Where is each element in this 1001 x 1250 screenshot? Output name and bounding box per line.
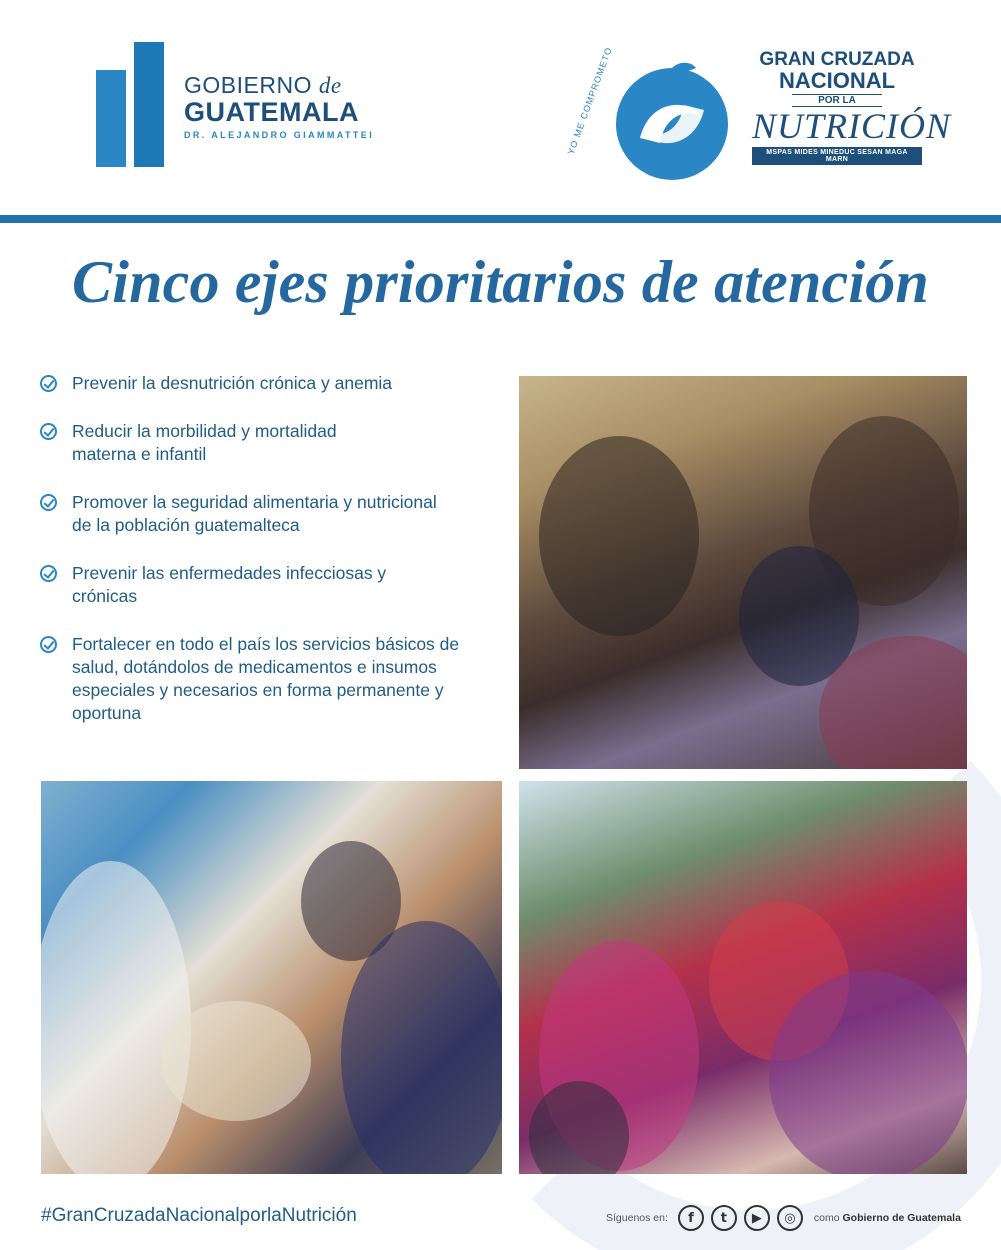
check-circle-icon: [40, 636, 57, 653]
axis-text: Prevenir las enfermedades infecciosas y crónicas: [72, 563, 387, 606]
priority-axes-list: [40, 372, 500, 750]
logo-bar: [134, 42, 164, 167]
photo-nutrition-fair: [41, 781, 502, 1174]
photo-community-gathering: [519, 781, 967, 1174]
social-links: [606, 1205, 961, 1231]
cruzada-line2: NACIONAL: [778, 68, 896, 93]
nutrition-hands-icon: [610, 58, 734, 182]
list-item: [40, 491, 500, 537]
cruzada-line1: GRAN CRUZADA: [759, 49, 915, 70]
list-item: [40, 633, 500, 725]
check-circle-icon: [40, 423, 57, 440]
header: [0, 0, 1001, 215]
header-divider: [0, 215, 1001, 223]
facebook-icon[interactable]: f: [678, 1205, 704, 1231]
axis-text: Promover la seguridad alimentaria y nutricional de la población guatemalteca: [72, 492, 437, 535]
cruzada-line3: POR LA: [792, 94, 882, 107]
cruzada-arc-text: YO ME COMPROMETO: [565, 45, 615, 156]
gob-logo-line3: DR. ALEJANDRO GIAMMATTEI: [184, 130, 375, 140]
gob-logo-line2: GUATEMALA: [184, 97, 359, 127]
gob-logo-text: [184, 72, 374, 140]
check-circle-icon: [40, 565, 57, 582]
youtube-icon[interactable]: ▶: [744, 1205, 770, 1231]
cruzada-text: [752, 49, 952, 165]
twitter-icon[interactable]: t: [711, 1205, 737, 1231]
axis-text: Fortalecer en todo el país los servicios básicos de salud, dotándolos de medicamentos e insumos especiales y necesarios en forma permanente y oportuna: [72, 634, 460, 723]
cruzada-line4: NUTRICIÓN: [752, 106, 952, 146]
gob-logo-line1: GOBIERNO de: [184, 72, 342, 98]
axis-text: Reducir la morbilidad y mortalidad materna e infantil: [72, 421, 337, 464]
logo-bar: [96, 70, 126, 167]
gran-cruzada-logo: [565, 40, 952, 180]
list-item: [40, 372, 500, 395]
cruzada-line5: MSPAS MIDES MINEDUC SESAN MAGA MARN: [752, 147, 922, 165]
social-account: como Gobierno de Guatemala: [813, 1212, 961, 1224]
check-circle-icon: [40, 375, 57, 392]
list-item: [40, 562, 500, 608]
check-circle-icon: [40, 494, 57, 511]
hashtag: #GranCruzadaNacionalporlaNutrición: [41, 1205, 357, 1226]
follow-label: Síguenos en:: [606, 1212, 668, 1224]
list-item: [40, 420, 500, 466]
page-title: Cinco ejes prioritarios de atención: [71, 249, 930, 315]
gobierno-guatemala-logo: [96, 42, 396, 172]
axis-text: Prevenir la desnutrición crónica y anemia: [72, 373, 393, 393]
instagram-icon[interactable]: ◎: [777, 1205, 803, 1231]
photo-blood-pressure-check: [519, 376, 967, 769]
